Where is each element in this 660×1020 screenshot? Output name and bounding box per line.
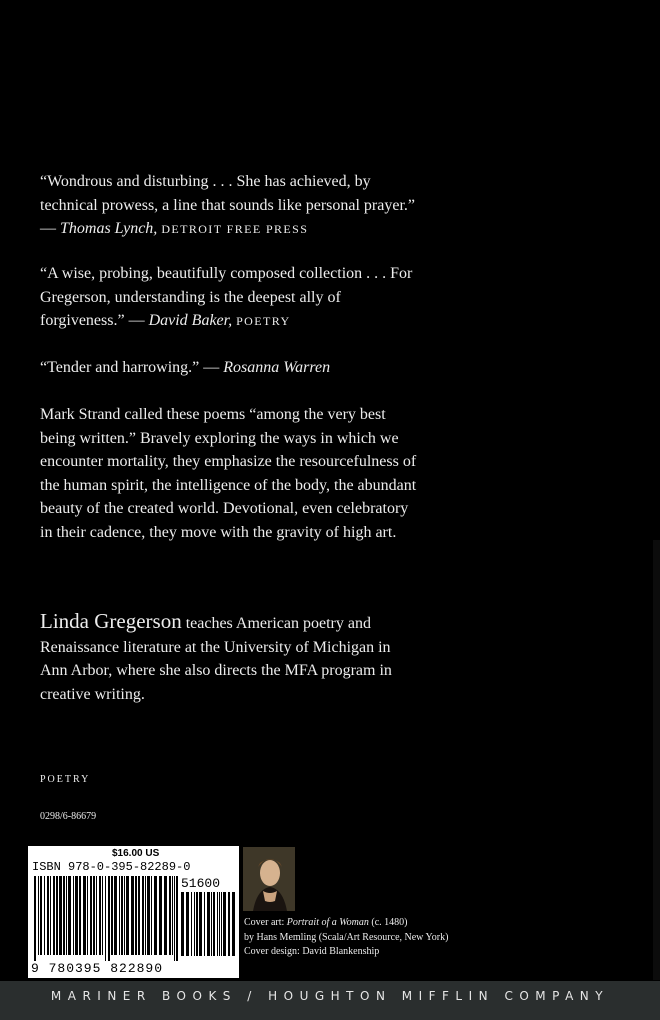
cover-art-title: Portrait of a Woman (286, 917, 369, 928)
quote-2 (40, 262, 420, 334)
quote-1-text: “Wondrous and disturbing . . . She has achieved, by technical prowess, a line that sounds like personal prayer.” — (40, 173, 415, 237)
quote-1 (40, 170, 420, 242)
cover-art-year: (c. 1480) (368, 917, 408, 928)
portrait-thumbnail (243, 847, 295, 911)
spine-edge (653, 540, 660, 980)
price-label: $16.00 US (112, 848, 160, 859)
quote-1-source: DETROIT FREE PRESS (161, 222, 309, 236)
barcode-box (28, 846, 239, 978)
book-description: Mark Strand called these poems “among the very best being written.” Bravely exploring the ways in which we encounter mortality, they emphasize the resourcefulness of the human spirit, the intelligence of the body, the abundant beauty of the created world. Devotional, even celebratory in their cadence, they move with the gravity of high art. (40, 406, 417, 541)
quote-2-author: David Baker, (148, 312, 233, 329)
quote-1-author: Thomas Lynch, (60, 220, 158, 237)
cover-art-label: Cover art: (244, 917, 287, 928)
quote-3-text: “Tender and harrowing.” — (40, 359, 224, 376)
cover-design: Cover design: David Blankenship (244, 946, 380, 957)
cover-credits (244, 916, 504, 960)
quote-2-text: “A wise, probing, beautifully composed collection . . . For Gregerson, understanding is the deepest ally of forgiveness.” — (40, 265, 413, 329)
author-name: Linda Gregerson (40, 609, 182, 633)
cover-art-line (244, 916, 504, 931)
publisher-footer: MARINER BOOKS / HOUGHTON MIFFLIN COMPANY (0, 981, 660, 1020)
quote-3-author: Rosanna Warren (223, 359, 331, 376)
price-supplement-number: 51600 (181, 876, 221, 891)
author-bio-text: teaches American poetry and Renaissance literature at the University of Michigan in Ann Arbor, where she also directs the MFA program in creative writing. (40, 615, 392, 703)
quote-3 (40, 356, 420, 380)
ean-number: 9 780395 822890 (31, 961, 164, 976)
cover-art-by: by Hans Memling (Scala/Art Resource, New York) (244, 931, 449, 943)
quote-2-source: POETRY (236, 314, 291, 328)
price-supplement-barcode (181, 892, 235, 962)
catalog-code: 0298/6-86679 (40, 811, 97, 822)
isbn-label: ISBN 978-0-395-82289-0 (32, 860, 191, 874)
genre-label: POETRY (40, 774, 91, 785)
author-bio (40, 610, 420, 706)
ean-barcode (34, 876, 178, 961)
